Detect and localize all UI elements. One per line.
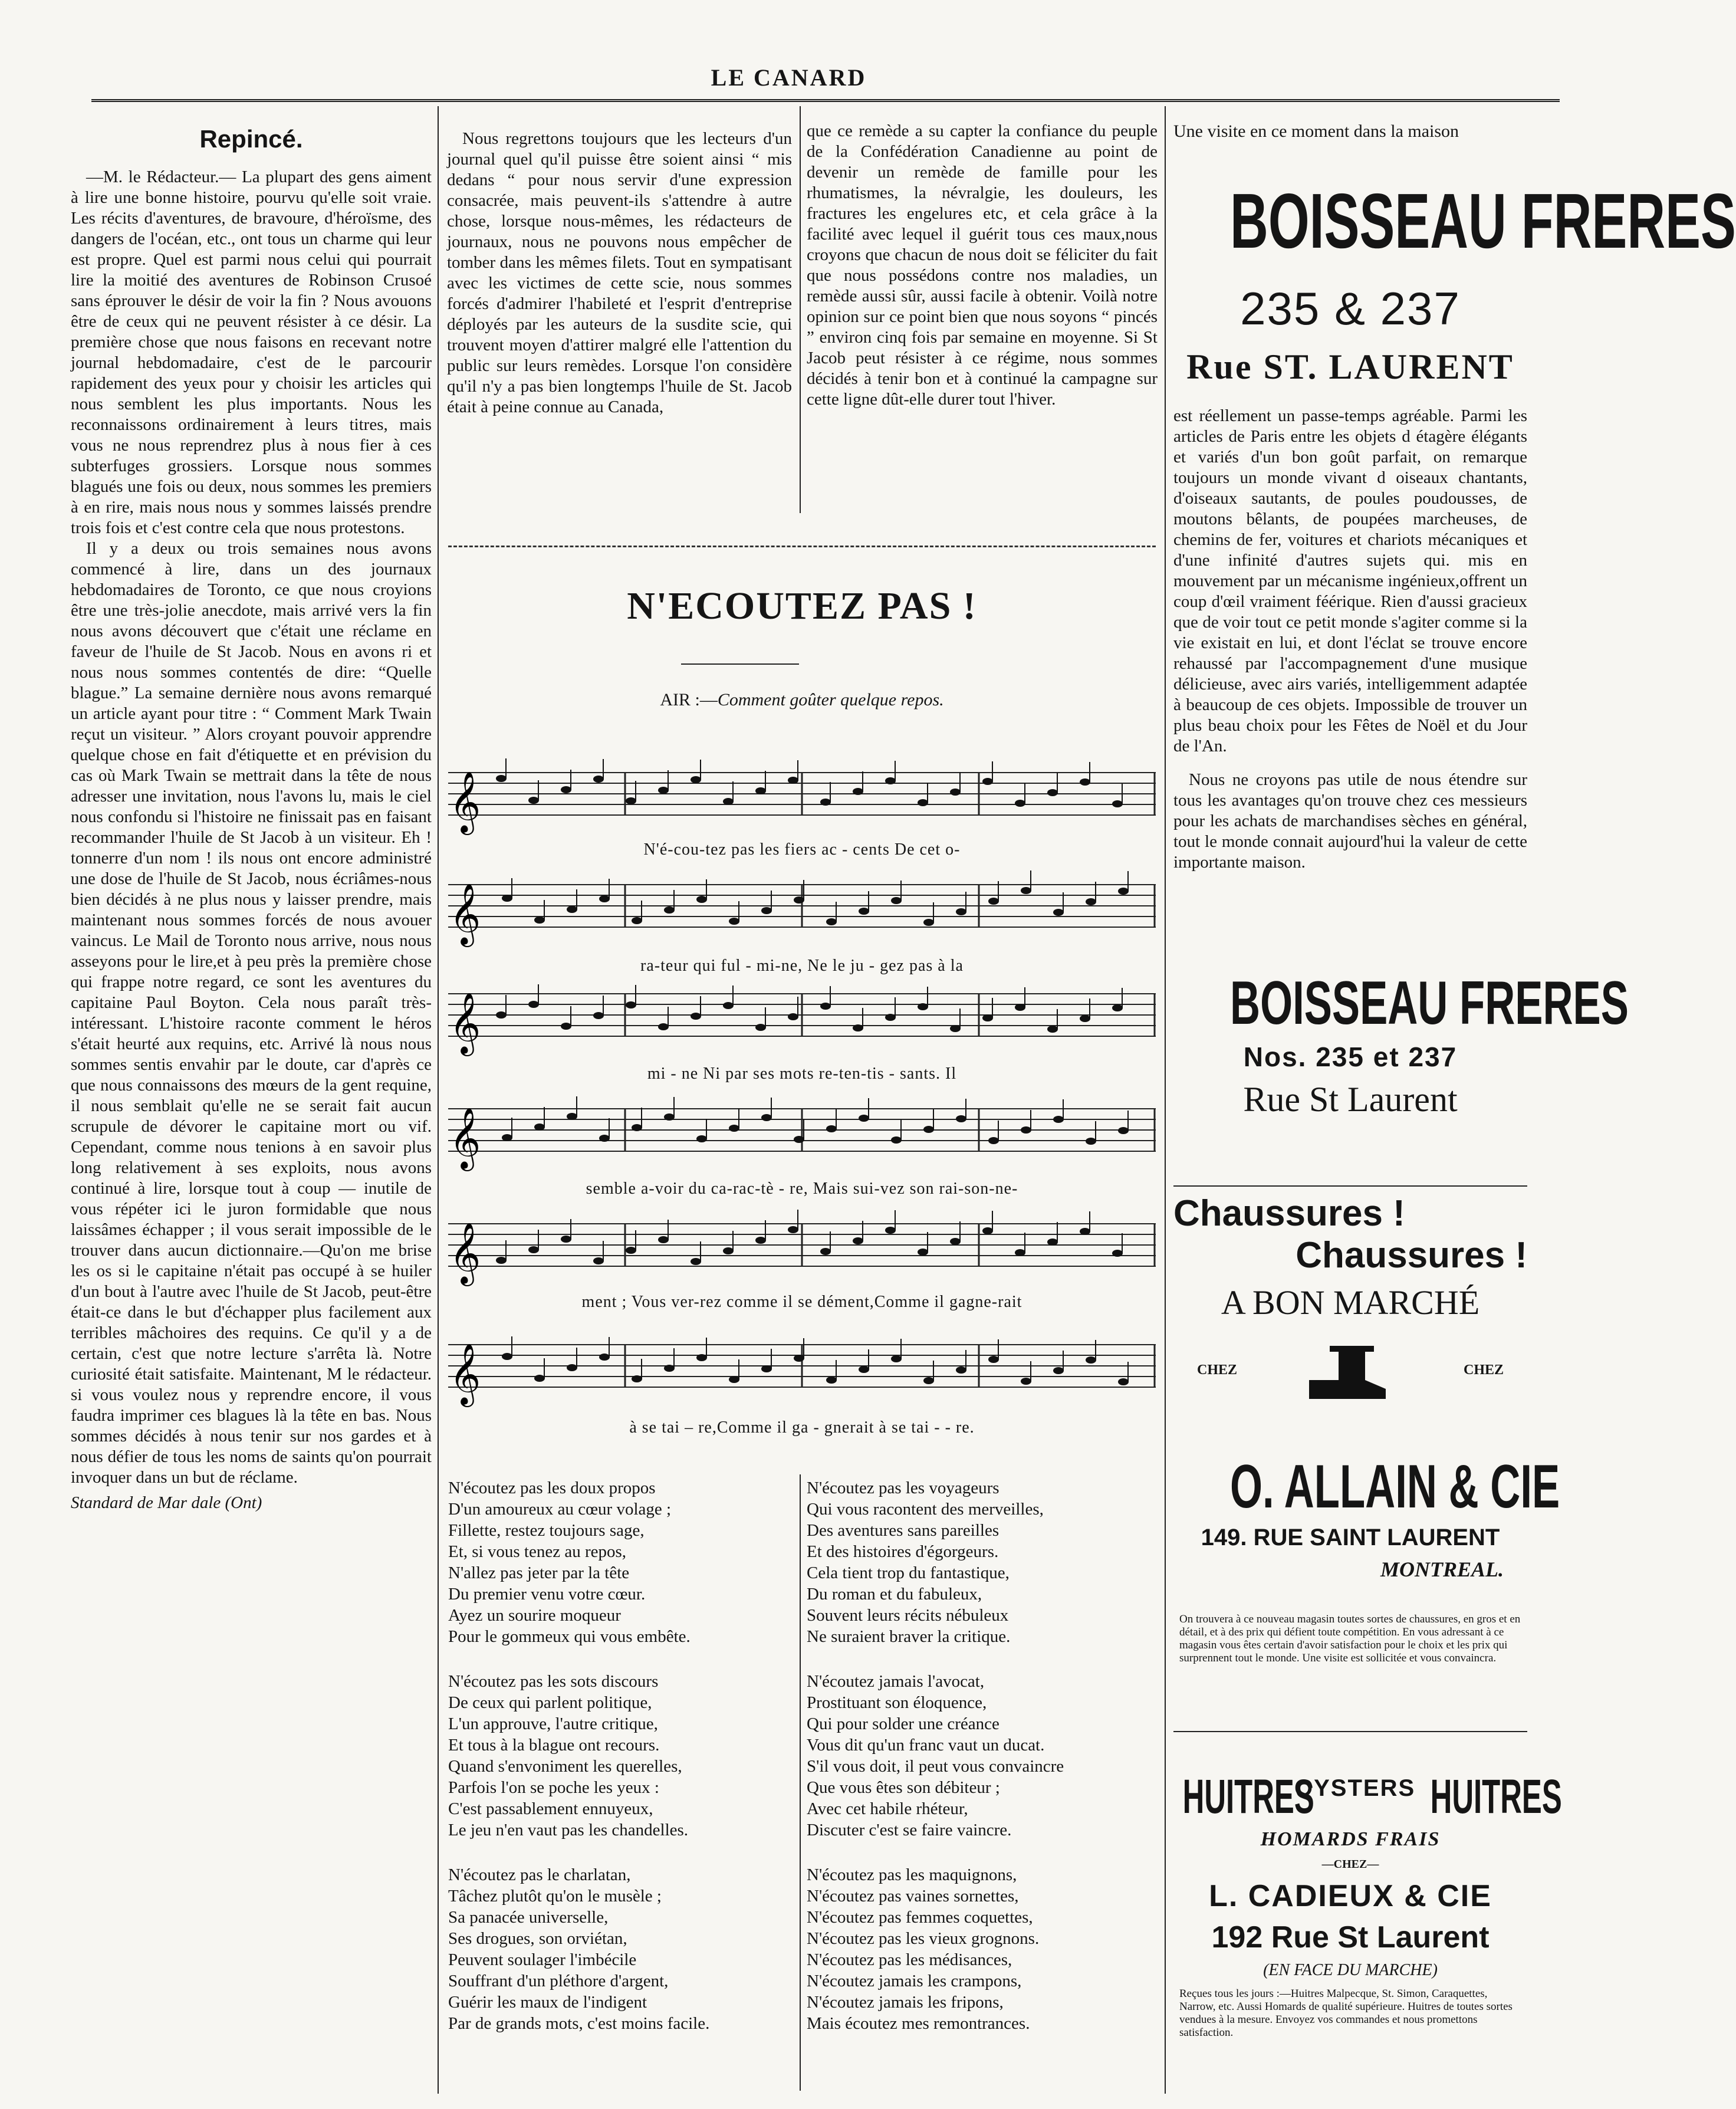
note-head	[788, 777, 798, 784]
note-head	[859, 1115, 869, 1122]
verse-line: N'écoutez pas les voyageurs	[807, 1479, 999, 1497]
music-staff	[448, 879, 1156, 945]
verse-line: Souvent leurs récits nébuleux	[807, 1606, 1009, 1625]
note-head	[658, 1023, 669, 1030]
note-head	[1086, 1138, 1096, 1145]
note-head	[729, 1125, 739, 1132]
verse-line: Discuter c'est se faire vaincre.	[807, 1821, 1012, 1839]
note-head	[729, 1376, 739, 1383]
music-staff	[448, 1218, 1156, 1284]
note-head	[528, 1246, 539, 1253]
note-head	[593, 1257, 604, 1264]
verse-line: D'un amoureux au cœur volage ;	[448, 1500, 672, 1519]
boot-icon	[1297, 1345, 1403, 1404]
ad-chez-small: —CHEZ—	[1321, 1858, 1379, 1871]
ad-chaussures-2: Chaussures !	[1296, 1235, 1527, 1276]
verse-line: Peuvent soulager l'imbécile	[448, 1950, 637, 1969]
verse-line: S'il vous doit, il peut vous convaincre	[807, 1757, 1064, 1776]
staff-drawing	[448, 879, 1156, 945]
note-head	[534, 1375, 545, 1382]
note-head	[1053, 1116, 1064, 1123]
note-head	[853, 788, 863, 795]
verse-stanza	[448, 1477, 709, 1647]
note-head	[696, 1354, 707, 1361]
ad-allain-name	[1173, 1453, 1560, 1521]
note-head	[1086, 1356, 1096, 1364]
note-head	[794, 1136, 804, 1143]
chez-label: CHEZ	[1197, 1362, 1238, 1378]
ad-separator	[1173, 1185, 1527, 1187]
ad-cadieux-face: (EN FACE DU MARCHE)	[1263, 1961, 1438, 1979]
verse-line: Ayez un sourire moqueur	[448, 1606, 621, 1625]
verse-line: N'écoutez jamais l'avocat,	[807, 1672, 985, 1691]
note-head	[956, 1366, 966, 1374]
note-head	[658, 1236, 669, 1243]
verse-line: Quand s'envoniment les querelles,	[448, 1757, 682, 1776]
note-head	[988, 1137, 999, 1144]
note-head	[567, 906, 577, 913]
note-head	[918, 1249, 928, 1256]
note-head	[626, 797, 636, 804]
clef-symbol: 𝄞	[449, 771, 481, 833]
column-rule-1	[438, 106, 439, 2094]
ad-chez-row	[1173, 1345, 1527, 1404]
note-head	[885, 1227, 896, 1234]
chez-label: CHEZ	[1463, 1362, 1504, 1378]
article-col2	[447, 129, 792, 418]
ad-intro: Une visite en ce moment dans la maison	[1173, 121, 1459, 141]
note-head	[891, 1355, 902, 1362]
verse-line: Parfois l'on se poche les yeux :	[448, 1778, 659, 1797]
huitres-label: HUITRES	[1182, 1770, 1314, 1824]
ad-allain-city: MONTREAL.	[1380, 1558, 1504, 1581]
verse-line: Qui vous racontent des merveilles,	[807, 1500, 1044, 1519]
note-head	[567, 1113, 577, 1120]
masthead-rule	[91, 99, 1560, 102]
article-paragraph: Nous regrettons toujours que les lecteurs d'un journal quel qu'il puisse être soient ainsi “ mis dedans “ pour nous servir d'une expression consacrée, mais peuvent-ils s'attendre à autre chose, lorsque nous-mêmes, les rédacteurs de journaux, nous ne pouvons nous empêcher de tomber dans les mêmes filets. Tout en sympatisant avec les victimes de cette scie, nous sommes forcés d'admirer l'habileté et l'esprit d'entreprise déployés par les auteurs de la susdite scie, qui trouvent moyen d'attirer malgré elle l'attention du public sur leurs remèdes. Lorsque l'on considère qu'il n'y a pas bien longtemps l'huile de St. Jacob était à peine connue au Canada,	[447, 129, 792, 416]
note-head	[1047, 1239, 1058, 1246]
note-head	[729, 918, 739, 925]
note-head	[1047, 789, 1058, 796]
note-head	[632, 1124, 642, 1131]
verse-line: Par de grands mots, c'est moins facile.	[448, 2014, 710, 2033]
note-head	[561, 1236, 571, 1243]
note-head	[502, 1134, 512, 1141]
lyric-line: semble a-voir du ca-rac-tè - re, Mais sui-vez son rai-son-ne-	[586, 1180, 1018, 1198]
ad-bon-marche: A BON MARCHÉ	[1221, 1283, 1480, 1322]
note-head	[794, 1355, 804, 1362]
note-head	[502, 895, 512, 902]
note-head	[1080, 1228, 1090, 1235]
verse-line: Qui pour solder une créance	[807, 1714, 999, 1733]
verse-line: N'écoutez pas les sots discours	[448, 1672, 659, 1691]
note-head	[696, 896, 707, 903]
note-head	[567, 1364, 577, 1371]
note-head	[1112, 1004, 1123, 1011]
music-staff	[448, 1339, 1156, 1405]
verse-stanza	[448, 1671, 709, 1841]
ad-homards: HOMARDS FRAIS	[1260, 1828, 1441, 1850]
masthead: LE CANARD	[711, 64, 867, 91]
note-head	[859, 1366, 869, 1373]
note-head	[988, 898, 999, 905]
verse-line: C'est passablement ennuyeux,	[448, 1799, 653, 1818]
note-head	[658, 787, 669, 794]
note-head	[794, 896, 804, 904]
lyric-line: N'é-cou-tez pas les fiers ac - cents De cet o-	[643, 840, 961, 859]
note-head	[826, 1125, 837, 1132]
note-head	[1112, 800, 1123, 807]
article-col3	[807, 121, 1158, 410]
note-head	[496, 1011, 507, 1019]
note-head	[853, 1237, 863, 1244]
verse-line: Cela tient trop du fantastique,	[807, 1563, 1010, 1582]
note-head	[918, 799, 928, 806]
verse-line: Souffrant d'un pléthore d'argent,	[448, 1972, 669, 1990]
staff-drawing	[448, 1218, 1156, 1284]
verse-line: Et des histoires d'égorgeurs.	[807, 1542, 999, 1561]
section-divider	[448, 546, 1156, 547]
note-head	[859, 908, 869, 915]
note-head	[956, 908, 966, 915]
note-head	[723, 1002, 734, 1009]
verse-line: N'écoutez jamais les fripons,	[807, 1993, 1004, 2012]
article-signature: Standard de Mar dale (Ont)	[71, 1493, 262, 1512]
verse-line: Des aventures sans pareilles	[807, 1521, 999, 1540]
verse-stanza	[807, 1477, 1064, 1647]
note-head	[632, 1375, 642, 1382]
note-head	[502, 1353, 512, 1360]
note-head	[691, 1013, 701, 1020]
note-head	[1118, 1127, 1129, 1134]
lyric-line: ra-teur qui ful - mi-ne, Ne le ju - gez pas à la	[640, 957, 964, 975]
note-head	[1021, 1378, 1031, 1385]
note-head	[534, 1124, 545, 1131]
note-head	[561, 786, 571, 793]
clef-symbol: 𝄞	[449, 1107, 481, 1169]
note-head	[950, 1238, 961, 1245]
ad-separator	[1173, 1731, 1527, 1732]
note-head	[1080, 1015, 1090, 1022]
verse-line: Ne suraient braver la critique.	[807, 1627, 1011, 1646]
clef-symbol: 𝄞	[449, 1343, 481, 1405]
ad-brand: BOISSEAU FRERES	[1230, 178, 1736, 264]
note-head	[599, 895, 610, 902]
note-head	[1053, 1367, 1064, 1374]
ad-cadieux-text: Reçues tous les jours :—Huitres Malpecque, St. Simon, Caraquettes, Narrow, etc. Aussi Homards de qualité supérieure. Huitres de toutes sortes vendues à la mesure. Envoyez vos commandes et nous promettons satisfaction.	[1179, 1988, 1513, 2039]
verse-line: Pour le gommeux qui vous embête.	[448, 1627, 691, 1646]
note-head	[1118, 1378, 1129, 1385]
music-staff	[448, 988, 1156, 1054]
note-head	[826, 1377, 837, 1384]
verse-line: N'écoutez pas les doux propos	[448, 1479, 656, 1497]
note-head	[496, 1257, 507, 1264]
staff-drawing	[448, 767, 1156, 833]
note-head	[632, 917, 642, 924]
note-head	[982, 1014, 993, 1021]
note-head	[755, 1024, 766, 1031]
verse-line: N'allez pas jeter par la tête	[448, 1563, 630, 1582]
verse-line: Vous dit qu'un franc vaut un ducat.	[807, 1736, 1045, 1755]
note-head	[755, 787, 766, 794]
note-head	[820, 1003, 831, 1010]
verse-column-left	[448, 1477, 709, 2034]
ad-chaussures-1: Chaussures !	[1173, 1193, 1405, 1234]
note-head	[891, 1136, 902, 1144]
air-label: AIR :—	[660, 690, 718, 709]
note-head	[761, 1365, 772, 1372]
verse-stanza	[448, 1864, 709, 2034]
note-head	[956, 1115, 966, 1122]
ad-paragraph: est réellement un passe-temps agréable. Parmi les articles de Paris entre les objets d étagère élégants et variés d'un bon goût parfait, on remarque toujours un monde vivant d oiseaux chantants, d'oiseaux sautants, de poules poudousses, de moutons bêlants, de poupées marcheuses, de chemins de fer, voitures et chariots mécaniques et d'une infinité d'autres sujets qui. mis en mouvement par un mécanisme ingénieux,offrent un coup d'œil vraiment féérique. Rien d'aussi gracieux que de voir tout ce petit monde s'agiter comme si la vie existait en lui, et dont l'éclat se trouve encore rehaussé par l'accompagnement d'une musique délicieuse, avec airs variés, intelligemment adaptée à beaucoup de ces objets. Impossible de trouver un plus beau choix pour les Fêtes de Noël et du Jour de l'An.	[1173, 406, 1527, 755]
verse-line: L'un approuve, l'autre critique,	[448, 1714, 658, 1733]
note-head	[755, 1237, 766, 1244]
clef-symbol: 𝄞	[449, 1222, 481, 1284]
verse-line: Et, si vous tenez au repos,	[448, 1542, 627, 1561]
note-head	[599, 1354, 610, 1361]
ad-boisseau-name	[1173, 177, 1736, 265]
ad-cadieux-address: 192 Rue St Laurent	[1211, 1920, 1490, 1954]
clef-symbol: 𝄞	[449, 883, 481, 945]
note-head	[1086, 898, 1096, 905]
verse-line: Prostituant son éloquence,	[807, 1693, 987, 1712]
note-head	[691, 1258, 701, 1265]
note-head	[593, 1012, 604, 1019]
verse-column-right	[807, 1477, 1064, 2034]
note-head	[826, 918, 837, 925]
verse-line: N'écoutez pas femmes coquettes,	[807, 1908, 1033, 1927]
verse-line: Que vous êtes son débiteur ;	[807, 1778, 1000, 1797]
note-head	[788, 1013, 798, 1020]
verse-column-rule	[800, 1474, 801, 2091]
verse-line: N'écoutez pas le charlatan,	[448, 1865, 631, 1884]
article-title: Repincé.	[199, 125, 303, 153]
note-head	[528, 1001, 539, 1008]
ad-boisseau-numbers: 235 & 237	[1240, 282, 1461, 334]
lyric-line: mi - ne Ni par ses mots re-ten-tis - sants. Il	[647, 1065, 957, 1083]
note-head	[1053, 909, 1064, 916]
verse-line: Et tous à la blague ont recours.	[448, 1736, 660, 1755]
staff-drawing	[448, 1339, 1156, 1405]
note-head	[982, 778, 993, 785]
verse-line: N'écoutez jamais les crampons,	[807, 1972, 1022, 1990]
note-head	[982, 1227, 993, 1234]
verse-stanza	[807, 1864, 1064, 2034]
note-head	[1080, 778, 1090, 786]
ad-huitres-row	[1173, 1763, 1562, 1828]
note-head	[853, 1024, 863, 1031]
song-title: N'ECOUTEZ PAS !	[627, 584, 977, 628]
ad-boisseau2-numbers: Nos. 235 et 237	[1243, 1042, 1458, 1072]
note-head	[593, 776, 604, 783]
lyric-line: à se tai – re,Comme il ga - gnerait à se tai - - re.	[629, 1418, 975, 1437]
verse-line: De ceux qui parlent politique,	[448, 1693, 652, 1712]
column-rule-2	[800, 106, 801, 513]
note-head	[1047, 1026, 1058, 1033]
ad-allain-text: On trouvera à ce nouveau magasin toutes sortes de chaussures, en gros et en détail, et à des prix qui défient toute compétition. En vous adressant à ce magasin vous êtes certain d'avoir satisfaction pour le choix et les prix qui surprennent tout le monde. Une visite est sollicitée et vous convaincra.	[1179, 1613, 1521, 1664]
note-head	[723, 798, 734, 805]
ad-boisseau2-street: Rue St Laurent	[1243, 1080, 1458, 1119]
note-head	[1021, 1126, 1031, 1134]
verse-line: Guérir les maux de l'indigent	[448, 1993, 647, 2012]
note-head	[1015, 1249, 1025, 1256]
verse-line: Mais écoutez mes remontrances.	[807, 2014, 1030, 2033]
note-head	[885, 1014, 896, 1021]
article-paragraph: Il y a deux ou trois semaines nous avons commencé à lire, dans un des journaux hebdomadaires de Toronto, ce que nous croyions être une très-jolie anecdote, mais arrivé vers la fin nous avons découvert que c'était une réclame en faveur de l'huile de St Jacob. Nous en avons ri et nous nous sommes contentés de dire: “Quelle blague.” La semaine dernière nous avons remarqué un article ayant pour titre : “ Comment Mark Twain reçut un visiteur. ” Alors croyant pouvoir apprendre quelque chose en fait d'étiquette et en prévision du cas où Mark Twain se mettrait dans la tête de nous adresser une invitation, nous l'avons lu, mais le ciel nous confondu si l'histoire ne finissait pas en faisant recommander l'huile de St Jacob à un visiteur. Eh ! tonnerre d'un nom ! ils nous ont encore administré une dose de l'huile de St Jacob, nous écriâmes-nous bien décidés à ne plus nous y laisser prendre, mais maintenant nous sommes forcés de nous avouer vaincus. Le Mail de Toronto nous arrive, nous nous asseyons pour le lire,et à peu près la première chose qui frappe notre regard, ce sont les aventures du capitaine Paul Boyton. Cela nous paraît très-intéressant. L'histoire raconte comment le héros s'était heurté aux requins, etc. Arrivé là nous nous sommes sentis envahir par le doute, car d'après ce que nous connaissons des mœurs de la gent requine, il nous semblait qu'elle ne se serait fait aucun scrupule de dévorer le capitaine mort ou vif. Cependant, comme nous tenions à en savoir plus long relativement à ses exploits, nous avons continué à lire, lorsque tout à coup — inutile de vous répéter ici le juron formidable que nous laissâmes échapper ; il vous serait impossible de le trouver dans aucun dictionnaire.—Qu'on me brise les os si le capitaine n'était pas occupé à se huiler d'un bout à l'autre avec l'huile de St Jacob, peut-être était-ce dans le but d'échapper plus facilement aux terribles mâchoires des requins. Ce qu'il y a de certain, c'est que notre lecture s'arrêta là. Notre curiosité était satisfaite. Maintenant, M le rédacteur. si vous voulez nous y reprendre encore, il vous faudra imprimer ces blagues là la tête en bas. Nous sommes décidés à nous tenir sur nos gardes et à nous défier de tous les noms de saints qu'on pourrait invoquer dans un but de réclame.	[71, 539, 432, 1487]
verse-line: N'écoutez pas les vieux grognons.	[807, 1929, 1040, 1948]
note-head	[820, 1248, 831, 1255]
note-head	[820, 799, 831, 806]
note-head	[761, 907, 772, 914]
note-head	[528, 797, 539, 804]
verse-line: Du roman et du fabuleux,	[807, 1585, 982, 1604]
article-paragraph: que ce remède a su capter la confiance du peuple de la Confédération Canadienne au point de devenir un remède de famille pour les rhumatismes, la névralgie, les douleurs, les fractures les engelures etc, et cela grâce à la facilité avec lequel il guérit tous ces maux,nous croyons que chacun de nous doit se féliciter du fait que nous possédons contre nos maladies, un remède aussi sûr, aussi facile à obtenir. Voilà notre opinion sur ce point bien que nous soyons “ pincés ” environ cinq fois par semaine en moyenne. Si St Jacob peut résister à ce régime, nous sommes décidés à tenir bon et à continué la campagne sur cette ligne dût-elle durer tout l'hiver.	[807, 121, 1158, 409]
air-name: Comment goûter quelque repos.	[717, 690, 944, 709]
ad-boisseau-text	[1173, 406, 1527, 873]
verse-line: Du premier venu votre cœur.	[448, 1585, 646, 1604]
note-head	[496, 775, 507, 782]
verse-line: Le jeu n'en vaut pas les chandelles.	[448, 1821, 689, 1839]
verse-line: Ses drogues, son orviétan,	[448, 1929, 627, 1948]
note-head	[1118, 888, 1129, 895]
note-head	[1021, 887, 1031, 894]
note-head	[788, 1226, 798, 1233]
verse-line: N'écoutez pas les maquignons,	[807, 1865, 1017, 1884]
note-head	[691, 776, 701, 783]
note-head	[664, 1365, 675, 1372]
note-head	[950, 789, 961, 796]
verse-line: Avec cet habile rhéteur,	[807, 1799, 968, 1818]
article-repince	[71, 106, 432, 1513]
title-ornament-rule	[681, 663, 799, 665]
note-head	[761, 1114, 772, 1121]
note-head	[599, 1135, 610, 1142]
note-head	[696, 1135, 707, 1142]
note-head	[626, 1001, 636, 1008]
note-head	[988, 1356, 999, 1363]
music-staff	[448, 1103, 1156, 1169]
note-head	[1015, 1004, 1025, 1011]
note-head	[664, 906, 675, 914]
clef-symbol: 𝄞	[449, 992, 481, 1054]
ad-allain-address: 149. RUE SAINT LAURENT	[1201, 1525, 1500, 1550]
music-staff	[448, 767, 1156, 833]
staff-drawing	[448, 988, 1156, 1054]
ad-boisseau2-name	[1173, 969, 1629, 1037]
verse-line: N'écoutez pas vaines sornettes,	[807, 1887, 1019, 1906]
note-head	[918, 1003, 928, 1010]
note-head	[1112, 1250, 1123, 1257]
staff-drawing	[448, 1103, 1156, 1169]
ad-brand: O. ALLAIN & CIE	[1230, 1453, 1560, 1521]
note-head	[923, 919, 934, 926]
verse-line: Tâchez plutôt qu'on le musèle ;	[448, 1887, 662, 1906]
verse-line: N'écoutez pas les médisances,	[807, 1950, 1012, 1969]
ad-cadieux-name: L. CADIEUX & CIE	[1209, 1879, 1492, 1913]
verse-line: Fillette, restez toujours sage,	[448, 1521, 645, 1540]
note-head	[626, 1247, 636, 1254]
ad-boisseau-street: Rue ST. LAURENT	[1186, 347, 1514, 386]
huitres-label: HUITRES	[1430, 1770, 1562, 1824]
note-head	[1015, 800, 1025, 807]
note-head	[561, 1023, 571, 1030]
song-air	[448, 690, 1156, 710]
note-head	[950, 1025, 961, 1032]
note-head	[923, 1126, 934, 1133]
column-rule-3	[1165, 106, 1166, 2094]
verse-stanza	[807, 1671, 1064, 1841]
verse-line: Sa panacée universelle,	[448, 1908, 609, 1927]
ad-paragraph: Nous ne croyons pas utile de nous étendre sur tous les avantages qu'on trouve chez ces messieurs pour les achats de marchandises sèches en général, tout le monde connait aujourd'hui la valeur de cette importante maison.	[1173, 770, 1527, 872]
note-head	[885, 777, 896, 784]
note-head	[923, 1377, 934, 1384]
article-paragraph: —M. le Rédacteur.— La plupart des gens aiment à lire une bonne histoire, pourvu qu'elle soit vraie. Les récits d'aventures, de bravoure, d'héroïsme, des dangers de l'océan, etc., ont tous un charme qui leur est propre. Quel est parmi nous celui qui pourrait lire la moitié des aventures de Robinson Crusoé sans éprouver le désir de voir la fin ? Nous avouons être de ceux qui ne peuvent résister à ce désir. La première chose que nous faisons en recevant notre journal hebdomadaire, c'est de le parcourir rapidement des yeux pour y choisir les articles qui nous semblent les plus importants. Nous les reconnaissons ordinairement à leurs titres, mais vous ne nous reprendrez plus à nous fier à ces subterfuges grossiers. Lorsque nous sommes blagués une fois ou deux, nous sommes les premiers à en rire, mais nous nous y sommes laissés prendre trois fois et c'est contre cela que nous protestons.	[71, 167, 432, 537]
note-head	[534, 916, 545, 924]
note-head	[891, 897, 902, 904]
note-head	[723, 1247, 734, 1254]
ad-brand: BOISSEAU FRERES	[1230, 969, 1629, 1037]
oysters-label: OYSTERS	[1294, 1775, 1416, 1801]
note-head	[664, 1113, 675, 1121]
lyric-line: ment ; Vous ver-rez comme il se dément,Comme il gagne-rait	[581, 1293, 1022, 1311]
